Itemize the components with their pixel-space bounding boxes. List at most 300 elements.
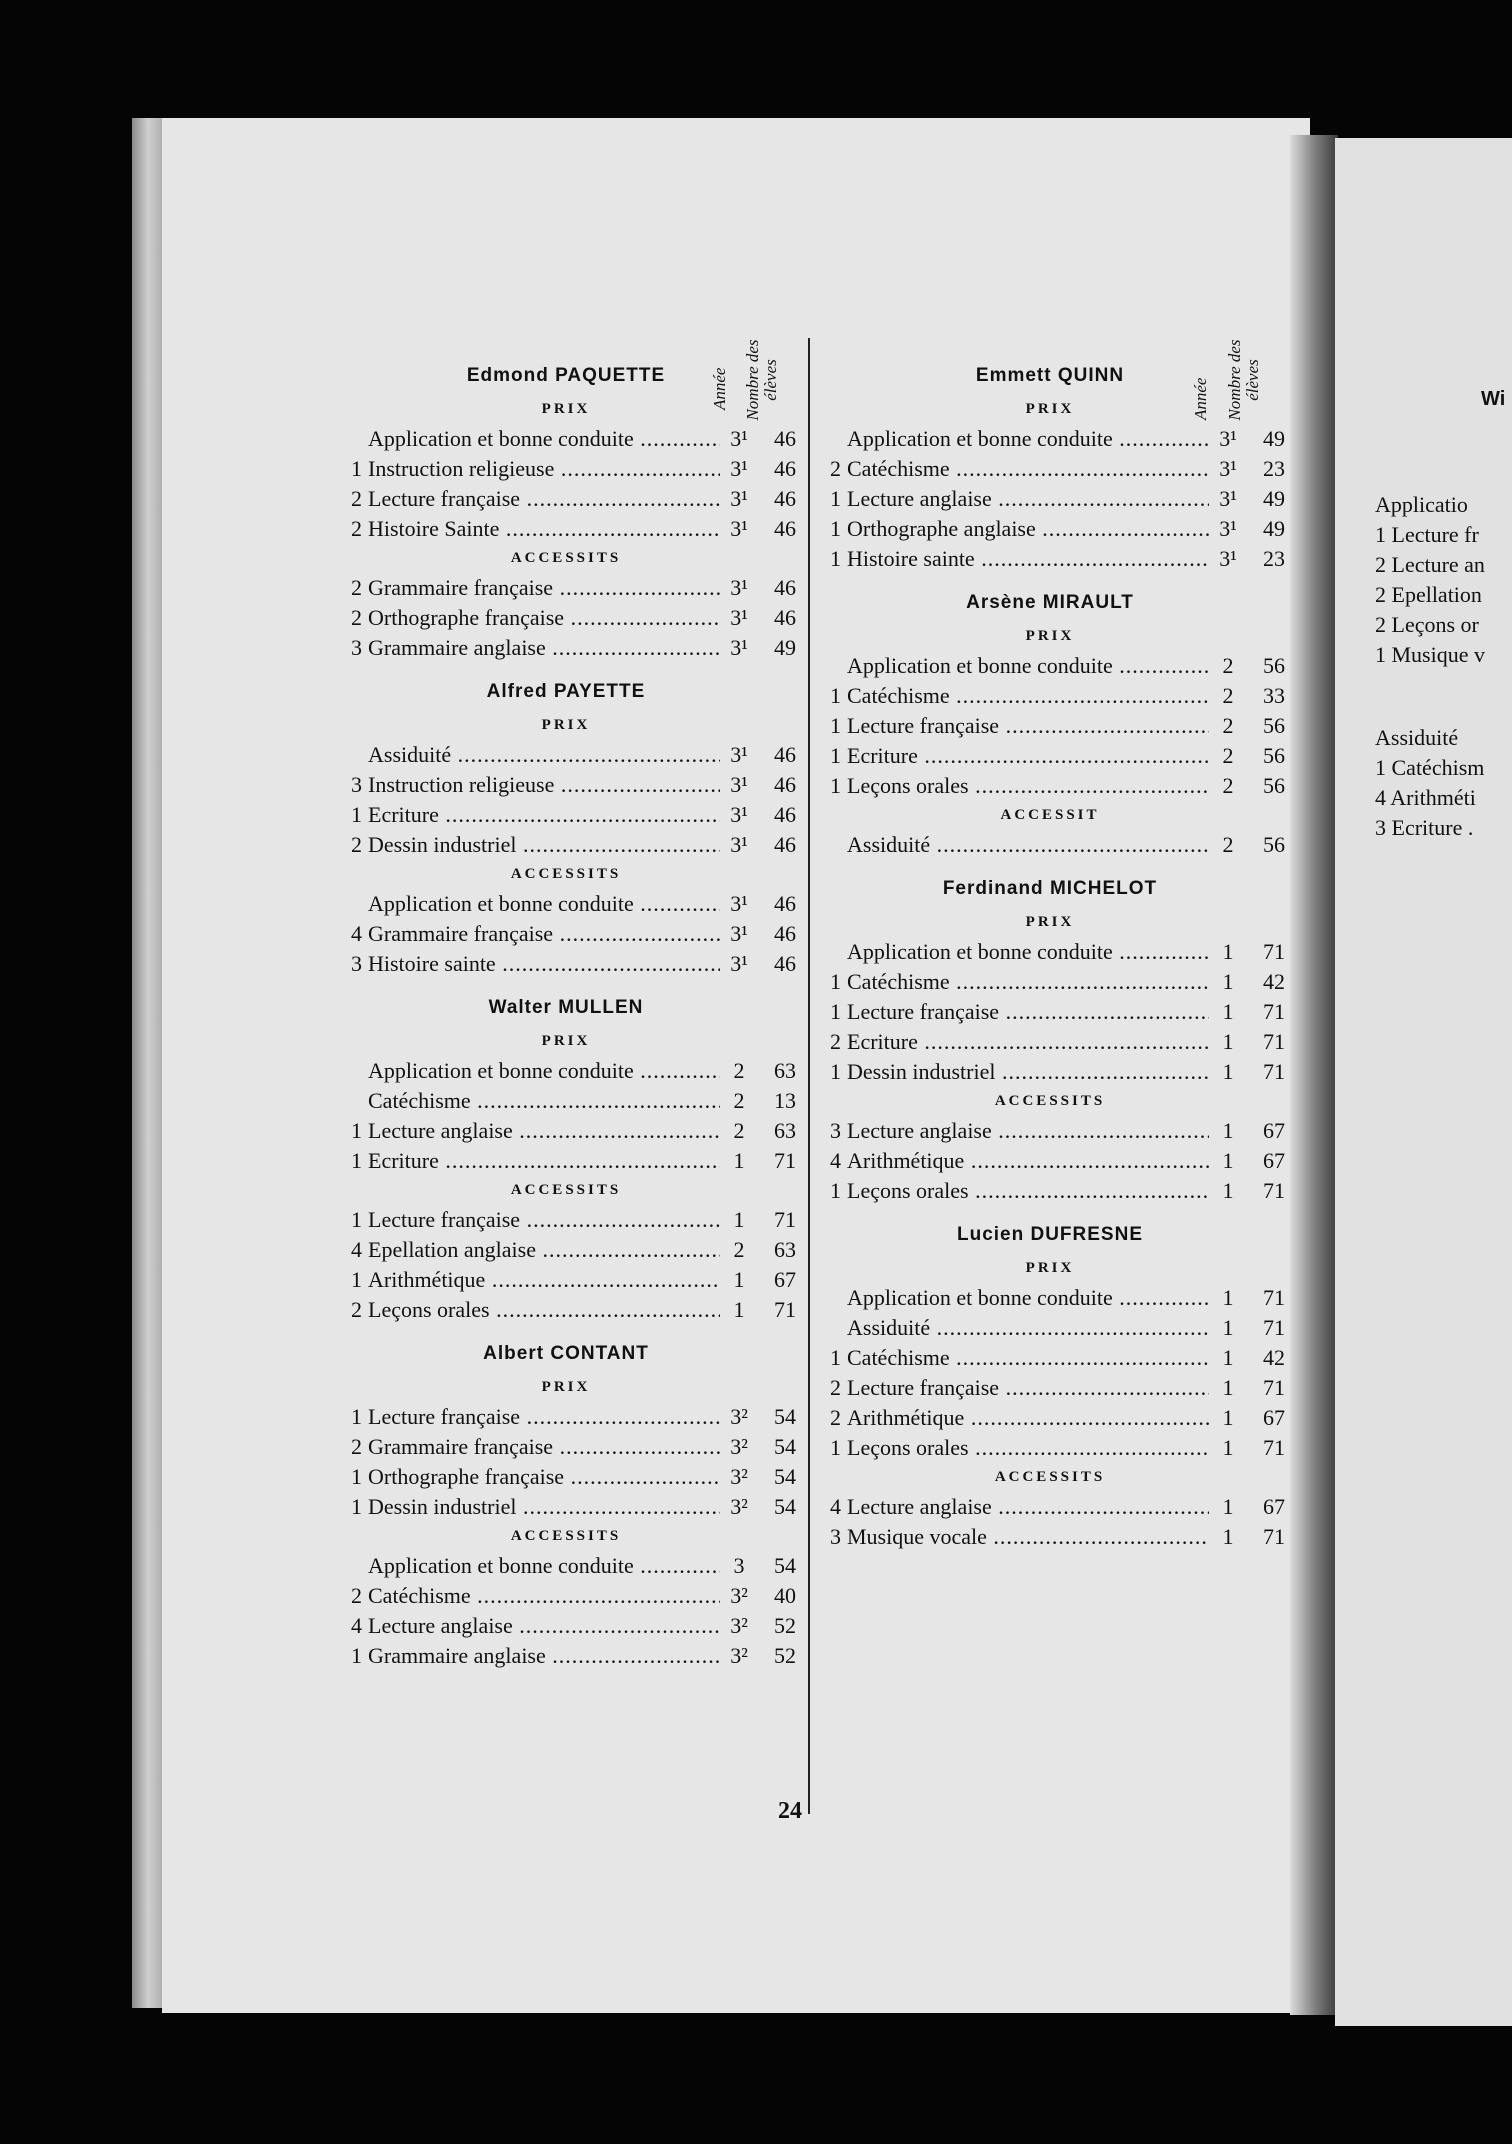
award-subject: Leçons orales ..... <box>847 771 1209 801</box>
award-row <box>815 1433 1285 1463</box>
award-count: 46 <box>774 426 796 451</box>
award-row <box>336 800 796 830</box>
award-year: 1 <box>1222 1345 1234 1370</box>
award-count: 63 <box>774 1058 796 1083</box>
student-block <box>336 997 796 1325</box>
award-count: 42 <box>1263 1345 1285 1370</box>
award-rank: 1 <box>351 1404 362 1429</box>
award-rank: 4 <box>830 1494 841 1519</box>
award-rank: 1 <box>830 743 841 768</box>
award-subject: Leçons orales ..... <box>847 1433 1209 1463</box>
award-count: 67 <box>774 1267 796 1292</box>
award-count: 54 <box>774 1404 796 1429</box>
section-title: ACCESSITS <box>510 1182 622 1198</box>
award-count: 46 <box>774 605 796 630</box>
award-rank: 4 <box>351 1237 362 1262</box>
award-subject: Ecriture ..... <box>368 1146 720 1176</box>
award-subject: Lecture française ..... <box>847 997 1209 1027</box>
award-row <box>815 1057 1285 1087</box>
student-block <box>336 681 796 979</box>
award-rank: 1 <box>830 683 841 708</box>
award-row <box>336 1492 796 1522</box>
award-year: 2 <box>1222 713 1234 738</box>
award-row <box>336 949 796 979</box>
award-year: 1 <box>1222 1285 1234 1310</box>
award-row <box>815 1343 1285 1373</box>
award-count: 71 <box>1263 1285 1285 1310</box>
award-rank: 1 <box>830 713 841 738</box>
award-rank: 2 <box>830 1029 841 1054</box>
award-subject: Histoire sainte ..... <box>847 544 1209 574</box>
award-rank: 2 <box>351 1583 362 1608</box>
award-row <box>815 1403 1285 1433</box>
award-row <box>815 1116 1285 1146</box>
next-page-line: 2 Leçons or <box>1375 612 1479 637</box>
award-rank: 2 <box>351 1297 362 1322</box>
award-year: 3¹ <box>730 426 748 451</box>
award-count: 46 <box>774 456 796 481</box>
award-subject: Grammaire française ..... <box>368 1432 720 1462</box>
award-row <box>815 1146 1285 1176</box>
award-rank: 2 <box>830 456 841 481</box>
award-row <box>815 514 1285 544</box>
award-year: 3¹ <box>730 742 748 767</box>
award-year: 2 <box>1222 653 1234 678</box>
year-header-right: Année <box>1191 377 1210 420</box>
award-year: 3¹ <box>1219 546 1237 571</box>
section-title: ACCESSITS <box>510 550 622 566</box>
section-title: PRIX <box>1025 628 1075 644</box>
award-subject: Arithmétique ..... <box>847 1146 1209 1176</box>
award-rank: 1 <box>830 546 841 571</box>
award-count: 56 <box>1263 743 1285 768</box>
award-count: 42 <box>1263 969 1285 994</box>
next-page-line: Assiduité <box>1375 725 1459 750</box>
award-subject: Lecture anglaise ..... <box>847 484 1209 514</box>
award-subject: Grammaire française ..... <box>368 919 720 949</box>
award-subject: Epellation anglaise ..... <box>368 1235 720 1265</box>
award-year: 2 <box>1222 743 1234 768</box>
award-subject: Lecture française ..... <box>368 484 720 514</box>
award-row <box>815 1176 1285 1206</box>
award-count: 49 <box>1263 426 1285 451</box>
next-page-line: 3 Ecriture . <box>1375 815 1474 840</box>
award-year: 3² <box>730 1434 748 1459</box>
award-count: 71 <box>774 1148 796 1173</box>
award-rank: 4 <box>351 921 362 946</box>
award-year: 3¹ <box>1219 486 1237 511</box>
award-subject: Orthographe française ..... <box>368 603 720 633</box>
award-rank: 1 <box>351 1148 362 1173</box>
award-row <box>336 573 796 603</box>
award-count: 46 <box>774 516 796 541</box>
award-count: 46 <box>774 951 796 976</box>
section-title: PRIX <box>541 401 591 417</box>
award-subject: Application et bonne conduite ..... <box>368 424 720 454</box>
award-year: 3² <box>730 1494 748 1519</box>
award-year: 3¹ <box>730 832 748 857</box>
award-subject: Application et bonne conduite ..... <box>368 889 720 919</box>
award-row <box>815 544 1285 574</box>
award-subject: Assiduité ..... <box>847 1313 1209 1343</box>
award-year: 3 <box>733 1553 745 1578</box>
award-subject: Ecriture ..... <box>368 800 720 830</box>
next-page-line: 1 Lecture fr <box>1375 522 1479 547</box>
award-count: 46 <box>774 832 796 857</box>
award-count: 40 <box>774 1583 796 1608</box>
award-count: 71 <box>1263 1435 1285 1460</box>
next-page-fragment <box>1335 138 1512 2026</box>
award-rank: 1 <box>351 1643 362 1668</box>
next-page-accessits-list <box>1375 723 1484 843</box>
award-subject: Histoire sainte ..... <box>368 949 720 979</box>
award-rank: 1 <box>830 969 841 994</box>
section-title: ACCESSITS <box>510 1528 622 1544</box>
award-year: 1 <box>1222 1029 1234 1054</box>
award-row <box>815 771 1285 801</box>
student-name: Walter MULLEN <box>488 997 644 1018</box>
award-row <box>815 681 1285 711</box>
award-rank: 1 <box>830 1059 841 1084</box>
award-subject: Application et bonne conduite ..... <box>847 1283 1209 1313</box>
award-year: 2 <box>1222 773 1234 798</box>
award-count: 71 <box>1263 1029 1285 1054</box>
award-rank: 2 <box>351 486 362 511</box>
award-year: 2 <box>1222 683 1234 708</box>
award-count: 71 <box>1263 1375 1285 1400</box>
award-year: 1 <box>1222 1524 1234 1549</box>
award-row <box>336 1611 796 1641</box>
award-year: 1 <box>1222 1375 1234 1400</box>
award-subject: Histoire Sainte ..... <box>368 514 720 544</box>
award-count: 46 <box>774 891 796 916</box>
award-subject: Lecture anglaise ..... <box>368 1116 720 1146</box>
award-year: 1 <box>1222 939 1234 964</box>
year-header-left: Année <box>710 367 729 410</box>
award-year: 3¹ <box>730 486 748 511</box>
award-year: 3² <box>730 1583 748 1608</box>
student-block <box>336 365 796 663</box>
award-rank: 4 <box>830 1148 841 1173</box>
award-row <box>815 1522 1285 1552</box>
award-row <box>336 603 796 633</box>
award-rank: 1 <box>830 999 841 1024</box>
award-subject: Application et bonne conduite ..... <box>847 424 1209 454</box>
award-subject: Orthographe anglaise ..... <box>847 514 1209 544</box>
award-row <box>336 1295 796 1325</box>
award-year: 2 <box>733 1058 745 1083</box>
award-rank: 1 <box>351 1118 362 1143</box>
award-year: 1 <box>733 1207 745 1232</box>
award-rank: 1 <box>830 773 841 798</box>
award-year: 3¹ <box>730 802 748 827</box>
next-page-heading: Wi <box>1481 388 1506 410</box>
award-count: 63 <box>774 1118 796 1143</box>
next-page-line: 2 Epellation <box>1375 582 1482 607</box>
award-subject: Musique vocale ..... <box>847 1522 1209 1552</box>
award-subject: Application et bonne conduite ..... <box>847 937 1209 967</box>
award-count: 54 <box>774 1434 796 1459</box>
book-gutter <box>1290 135 1338 2015</box>
award-count: 46 <box>774 802 796 827</box>
award-count: 71 <box>774 1297 796 1322</box>
award-row <box>336 1146 796 1176</box>
award-count: 71 <box>1263 1059 1285 1084</box>
award-subject: Catéchisme ..... <box>847 1343 1209 1373</box>
award-row <box>815 997 1285 1027</box>
award-count: 49 <box>774 635 796 660</box>
award-rank: 1 <box>351 456 362 481</box>
award-rank: 3 <box>830 1524 841 1549</box>
award-count: 56 <box>1263 832 1285 857</box>
student-block <box>815 878 1285 1206</box>
award-rank: 2 <box>830 1405 841 1430</box>
award-row <box>815 1027 1285 1057</box>
student-block <box>815 365 1285 574</box>
award-count: 63 <box>774 1237 796 1262</box>
award-count: 71 <box>1263 1524 1285 1549</box>
award-year: 3¹ <box>730 951 748 976</box>
award-rank: 1 <box>351 802 362 827</box>
award-count: 56 <box>1263 653 1285 678</box>
section-title: ACCESSITS <box>994 1093 1106 1109</box>
award-subject: Catéchisme ..... <box>368 1086 720 1116</box>
award-count: 23 <box>1263 456 1285 481</box>
section-title: PRIX <box>541 1033 591 1049</box>
award-subject: Lecture française ..... <box>368 1402 720 1432</box>
student-block <box>815 592 1285 860</box>
award-year: 3² <box>730 1613 748 1638</box>
award-row <box>336 1056 796 1086</box>
award-row <box>336 830 796 860</box>
award-count: 52 <box>774 1613 796 1638</box>
award-count: 49 <box>1263 516 1285 541</box>
student-block <box>815 1224 1285 1552</box>
award-year: 1 <box>1222 1435 1234 1460</box>
award-row <box>815 454 1285 484</box>
student-name: Arsène MIRAULT <box>966 592 1134 613</box>
award-year: 2 <box>1222 832 1234 857</box>
award-count: 67 <box>1263 1148 1285 1173</box>
award-row <box>336 919 796 949</box>
award-subject: Lecture française ..... <box>847 1373 1209 1403</box>
student-name: Albert CONTANT <box>483 1343 649 1364</box>
award-rank: 4 <box>351 1613 362 1638</box>
award-count: 71 <box>1263 939 1285 964</box>
award-row <box>336 1235 796 1265</box>
award-subject: Lecture française ..... <box>847 711 1209 741</box>
award-row <box>815 741 1285 771</box>
award-year: 3¹ <box>730 921 748 946</box>
award-row <box>336 1086 796 1116</box>
award-subject: Ecriture ..... <box>847 741 1209 771</box>
award-count: 54 <box>774 1464 796 1489</box>
award-count: 49 <box>1263 486 1285 511</box>
award-rank: 1 <box>351 1464 362 1489</box>
award-rank: 1 <box>830 1345 841 1370</box>
award-count: 54 <box>774 1494 796 1519</box>
award-count: 46 <box>774 772 796 797</box>
award-year: 3¹ <box>1219 516 1237 541</box>
award-count: 13 <box>774 1088 796 1113</box>
award-subject: Instruction religieuse ..... <box>368 454 720 484</box>
award-year: 1 <box>1222 1494 1234 1519</box>
award-year: 1 <box>1222 969 1234 994</box>
award-row <box>336 770 796 800</box>
award-count: 67 <box>1263 1118 1285 1143</box>
award-subject: Leçons orales ..... <box>368 1295 720 1325</box>
award-row <box>336 454 796 484</box>
award-row <box>815 651 1285 681</box>
award-count: 71 <box>774 1207 796 1232</box>
award-subject: Dessin industriel ..... <box>847 1057 1209 1087</box>
award-rank: 2 <box>351 1434 362 1459</box>
award-year: 1 <box>1222 1148 1234 1173</box>
section-title: ACCESSITS <box>994 1469 1106 1485</box>
award-year: 3¹ <box>730 605 748 630</box>
next-page-line: 1 Musique v <box>1375 642 1485 667</box>
section-title: ACCESSITS <box>510 866 622 882</box>
award-row <box>815 1283 1285 1313</box>
section-title: PRIX <box>541 1379 591 1395</box>
award-count: 56 <box>1263 713 1285 738</box>
award-subject: Catéchisme ..... <box>847 454 1209 484</box>
award-rank: 3 <box>351 635 362 660</box>
page-number: 24 <box>778 1798 802 1824</box>
award-count: 23 <box>1263 546 1285 571</box>
section-title: PRIX <box>1025 914 1075 930</box>
award-year: 1 <box>1222 1315 1234 1340</box>
award-count: 46 <box>774 575 796 600</box>
award-subject: Catéchisme ..... <box>368 1581 720 1611</box>
award-row <box>336 1432 796 1462</box>
count-header-right: Nombre des élèves <box>1225 339 1262 421</box>
award-subject: Application et bonne conduite ..... <box>847 651 1209 681</box>
award-year: 3² <box>730 1643 748 1668</box>
award-subject: Lecture anglaise ..... <box>847 1116 1209 1146</box>
left-column <box>336 345 796 1671</box>
award-subject: Dessin industriel ..... <box>368 830 720 860</box>
award-year: 3¹ <box>730 891 748 916</box>
award-year: 3² <box>730 1464 748 1489</box>
award-count: 56 <box>1263 773 1285 798</box>
award-subject: Application et bonne conduite ..... <box>368 1551 720 1581</box>
award-year: 3¹ <box>730 456 748 481</box>
award-subject: Grammaire anglaise ..... <box>368 633 720 663</box>
column-divider <box>808 338 810 1814</box>
award-rank: 3 <box>351 951 362 976</box>
award-row <box>336 633 796 663</box>
award-count: 71 <box>1263 1315 1285 1340</box>
award-row <box>336 1402 796 1432</box>
award-row <box>336 1265 796 1295</box>
award-subject: Assiduité ..... <box>847 830 1209 860</box>
award-rank: 2 <box>351 516 362 541</box>
award-row <box>815 1313 1285 1343</box>
award-row <box>336 484 796 514</box>
award-count: 54 <box>774 1553 796 1578</box>
award-subject: Application et bonne conduite ..... <box>368 1056 720 1086</box>
award-rank: 1 <box>351 1267 362 1292</box>
award-subject: Lecture anglaise ..... <box>368 1611 720 1641</box>
award-row <box>336 1641 796 1671</box>
award-rank: 2 <box>351 605 362 630</box>
award-row <box>336 1581 796 1611</box>
section-title: PRIX <box>1025 401 1075 417</box>
award-year: 3¹ <box>1219 426 1237 451</box>
award-rank: 1 <box>830 1435 841 1460</box>
student-block <box>336 1343 796 1671</box>
award-year: 1 <box>733 1267 745 1292</box>
award-rank: 2 <box>830 1375 841 1400</box>
award-row <box>336 740 796 770</box>
award-rank: 3 <box>351 772 362 797</box>
award-year: 3¹ <box>1219 456 1237 481</box>
award-subject: Lecture française ..... <box>368 1205 720 1235</box>
award-row <box>336 424 796 454</box>
award-rank: 2 <box>351 575 362 600</box>
award-year: 3¹ <box>730 635 748 660</box>
award-count: 33 <box>1263 683 1285 708</box>
award-subject: Catéchisme ..... <box>847 681 1209 711</box>
award-year: 3² <box>730 1404 748 1429</box>
award-subject: Instruction religieuse ..... <box>368 770 720 800</box>
award-rank: 1 <box>351 1207 362 1232</box>
award-year: 3¹ <box>730 575 748 600</box>
award-year: 1 <box>733 1297 745 1322</box>
award-year: 1 <box>1222 1178 1234 1203</box>
award-count: 46 <box>774 921 796 946</box>
award-subject: Arithmétique ..... <box>847 1403 1209 1433</box>
award-count: 67 <box>1263 1405 1285 1430</box>
award-year: 1 <box>733 1148 745 1173</box>
next-page-line: 4 Arithméti <box>1375 785 1476 810</box>
award-count: 71 <box>1263 999 1285 1024</box>
award-year: 3¹ <box>730 772 748 797</box>
award-row <box>815 711 1285 741</box>
student-name: Lucien DUFRESNE <box>956 1224 1144 1245</box>
student-name: Alfred PAYETTE <box>486 681 646 702</box>
award-rank: 3 <box>830 1118 841 1143</box>
award-row <box>336 1551 796 1581</box>
award-rank: 1 <box>830 1178 841 1203</box>
award-row <box>815 830 1285 860</box>
award-year: 2 <box>733 1088 745 1113</box>
next-page-prix-list <box>1375 490 1485 670</box>
award-subject: Lecture anglaise ..... <box>847 1492 1209 1522</box>
award-row <box>815 1492 1285 1522</box>
award-row <box>336 1116 796 1146</box>
award-subject: Leçons orales ..... <box>847 1176 1209 1206</box>
next-page-line: Applicatio <box>1375 492 1468 517</box>
award-row <box>336 889 796 919</box>
award-count: 46 <box>774 486 796 511</box>
award-count: 71 <box>1263 1178 1285 1203</box>
award-subject: Grammaire française ..... <box>368 573 720 603</box>
award-row <box>815 1373 1285 1403</box>
award-row <box>815 937 1285 967</box>
award-count: 52 <box>774 1643 796 1668</box>
award-subject: Assiduité ..... <box>368 740 720 770</box>
student-name: Edmond PAQUETTE <box>466 365 666 386</box>
award-subject: Ecriture ..... <box>847 1027 1209 1057</box>
award-row <box>336 514 796 544</box>
section-title: ACCESSIT <box>1000 807 1100 823</box>
award-row <box>815 424 1285 454</box>
award-year: 2 <box>733 1237 745 1262</box>
award-subject: Orthographe française ..... <box>368 1462 720 1492</box>
award-row <box>815 484 1285 514</box>
